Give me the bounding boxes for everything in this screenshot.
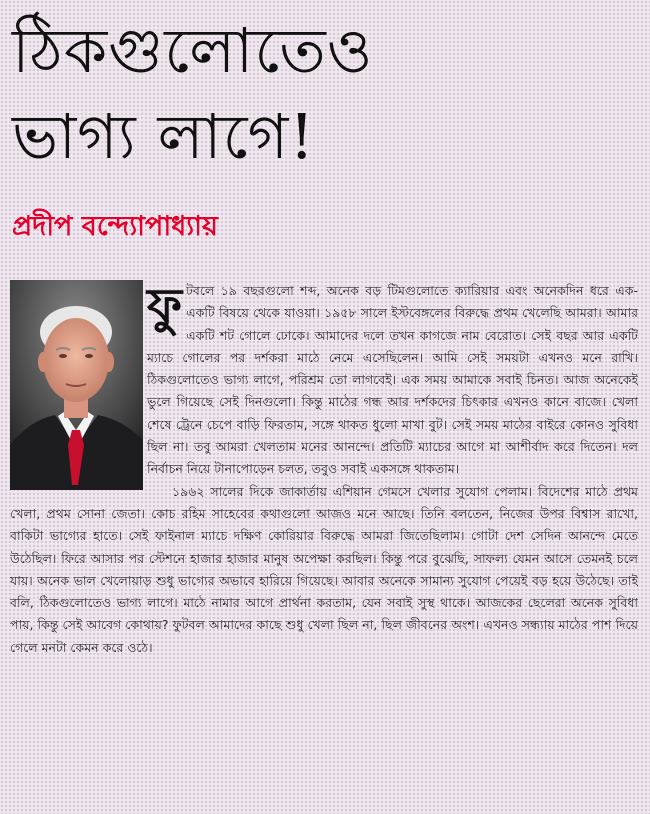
article-body bbox=[10, 280, 638, 808]
article-paragraph-2: ১৯৬২ সালের দিকে জাকার্তায় এশিয়ান গেমসে খেলার সুযোগ পেলাম। বিদেশের মাঠে প্রথম খেলা, প্রথম সোনা জেতা। কোচ রহিম সাহেবের কথাগুলো আজও মনে আছে। তিনি বলতেন, নিজের উপর বিশ্বাস রাখো, বাকিটা ভাগ্যের হাতে। সেই ফাইনাল ম্যাচে দক্ষিণ কোরিয়ার বিরুদ্ধে আমরা জিতেছিলাম। গোটা দেশ সেদিন আনন্দে মেতে উঠেছিল। ফিরে আসার পর স্টেশনে হাজার হাজার মানুষ অপেক্ষা করছিল। কিন্তু পরে বুঝেছি, সাফল্য যেমন আসে তেমনই চলে যায়। অনেক ভাল খেলোয়াড় শুধু ভাগ্যের অভাবে হারিয়ে গিয়েছে। আবার অনেকে সামান্য সুযোগ পেয়েই বড় হয়ে উঠেছে। তাই বলি, ঠিকগুলোতেও ভাগ্য লাগে। মাঠে নামার আগে প্রার্থনা করতাম, যেন সবাই সুস্থ থাকে। আজকের ছেলেরা অনেক সুবিধা পায়, কিন্তু সেই আবেগ কোথায়? ফুটবল আমাদের কাছে শুধু খেলা ছিল না, ছিল জীবনের অংশ। এখনও সন্ধ্যায় মাঠের পাশ দিয়ে গেলে মনটা কেমন করে ওঠে। bbox=[10, 483, 638, 655]
drop-cap: ফু bbox=[147, 280, 183, 334]
headline-line-2: ভাগ্য লাগে! bbox=[12, 100, 316, 173]
article-paragraph-1: টবলে ১৯ বছরগুলো শব্দ, অনেক বড় টিমগুলোতে ক্যারিয়ার এবং অনেকদিন ধরে এক-একটি বিষয়ে থেকে যাওয়া। ১৯৫৮ সালে ইস্টবেঙ্গলের বিরুদ্ধে প্রথম খেলেছি আমরা। আমার একটি শট গোলে ঢোকে। আমাদের দলে তখন কাগজে নাম বেরোত। সেই বছর আর একটি ম্যাচে গোলের পর দর্শকরা মাঠে নেমে এসেছিলেন। আমি সেই সময়টা এখনও মনে রাখি। ঠিকগুলোতেও ভাগ্য লাগে, পরিশ্রম তো লাগবেই। এক সময় আমাকে সবাই চিনত। আজ অনেকেই ভুলে গিয়েছে সেই দিনগুলো। কিন্তু মাঠের গন্ধ আর দর্শকদের চিৎকার এখনও কানে বাজে। খেলা শেষে ট্রেনে চেপে বাড়ি ফিরতাম, সঙ্গে থাকত ধুলো মাখা বুট। সেই সময় মাঠের বাইরে কোনও সুবিধা ছিল না। তবু আমরা খেলতাম মনের আনন্দে। প্রতিটি ম্যাচের আগে মা আশীর্বাদ করে দিতেন। দল নির্বাচন নিয়ে টানাপোড়েন চলত, তবুও সবাই একসঙ্গে থাকতাম। bbox=[147, 283, 638, 477]
headline bbox=[12, 8, 632, 180]
headline-line-1: ঠিকগুলোতেও bbox=[12, 14, 374, 87]
author-photo bbox=[10, 280, 143, 490]
author-byline: প্রদীপ বন্দ্যোপাধ্যায় bbox=[12, 211, 218, 242]
